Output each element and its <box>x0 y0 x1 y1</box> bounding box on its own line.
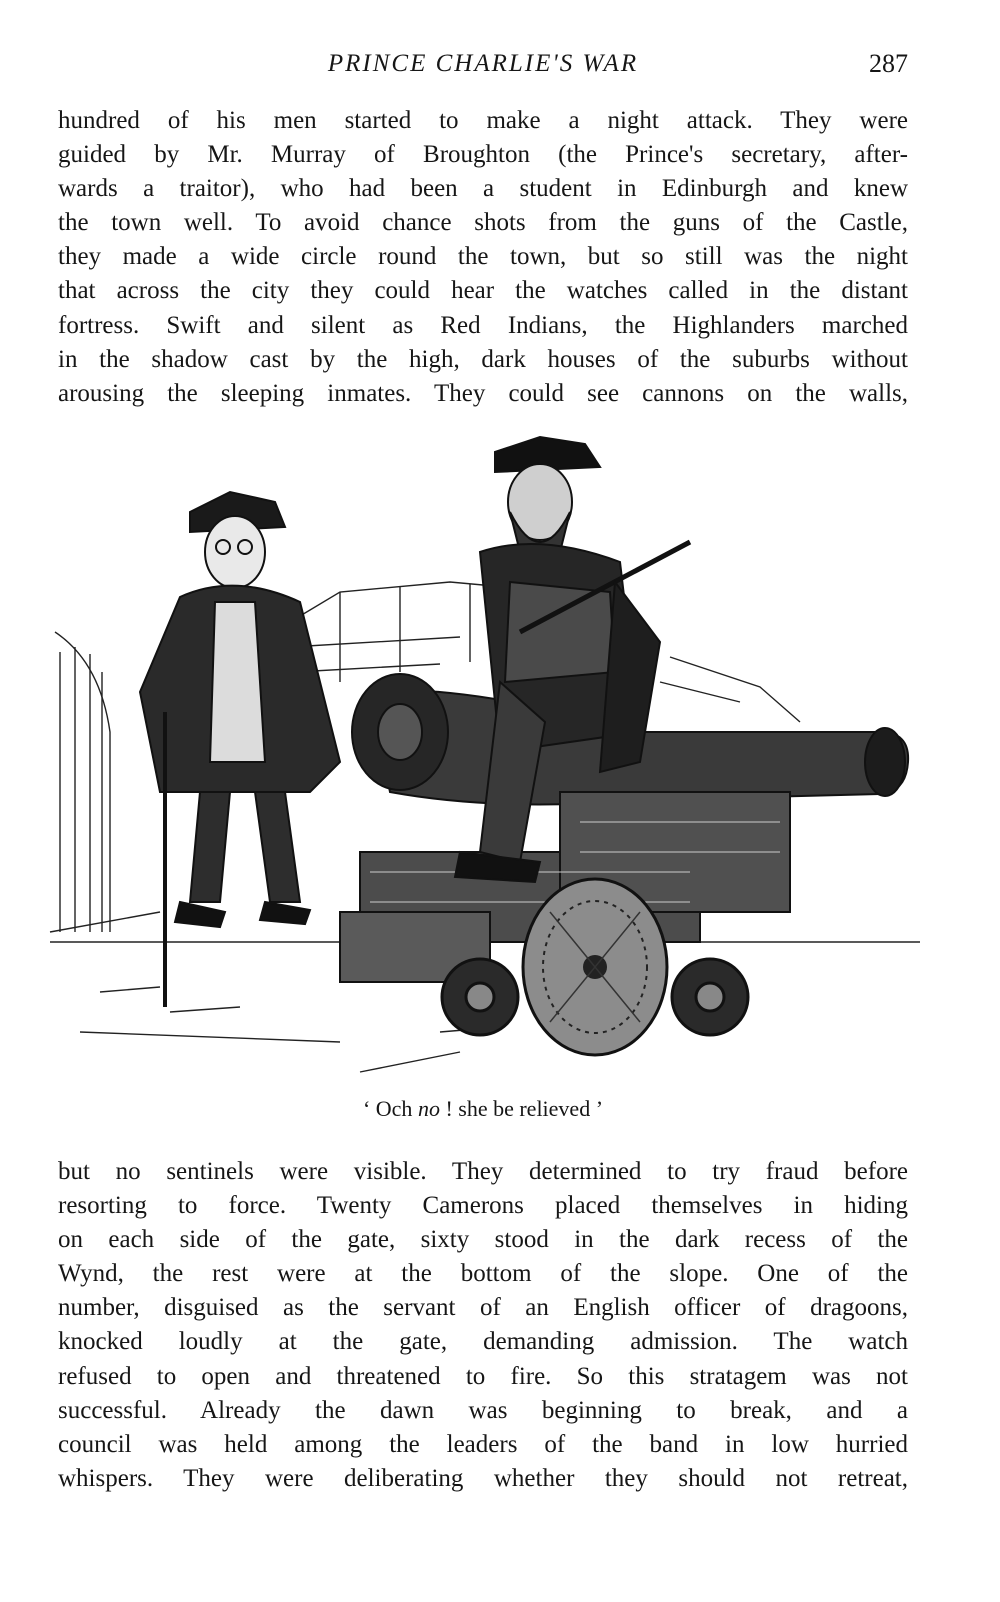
paragraph-bottom <box>58 1155 908 1496</box>
running-title: PRINCE CHARLIE'S WAR <box>327 50 639 77</box>
targe-shield <box>523 879 667 1055</box>
text-line: number, disguised as the servant of an English officer of dragoons, <box>58 1294 908 1322</box>
text-line: that across the city they could hear the watches called in the distant <box>58 277 908 305</box>
text-line: refused to open and threatened to fire. So this stratagem was not <box>58 1362 908 1390</box>
text-line: successful. Already the dawn was beginning to break, and a <box>58 1396 908 1424</box>
text-line: whispers. They were deliberating whether they should not retreat, <box>58 1464 908 1492</box>
text-line: resorting to force. Twenty Camerons placed themselves in hiding <box>58 1192 908 1220</box>
text-line: knocked loudly at the gate, demanding admission. The watch <box>58 1328 908 1356</box>
figure-caption <box>58 1093 908 1125</box>
text-line: they made a wide circle round the town, but so still was the night <box>58 243 908 271</box>
caption-italic: no <box>417 1096 440 1121</box>
text-line: council was held among the leaders of the band in low hurried <box>58 1430 908 1458</box>
page-header <box>58 44 908 84</box>
text-line: fortress. Swift and silent as Red Indians, the Highlanders marched <box>58 311 908 339</box>
text-line: Wynd, the rest were at the bottom of the slope. One of the <box>58 1260 908 1288</box>
caption-close: ! she be relieved ’ <box>439 1096 604 1121</box>
text-line: arousing the sleeping inmates. They could see cannons on the walls, <box>58 379 908 407</box>
text-line: the town well. To avoid chance shots from the guns of the Castle, <box>58 209 908 237</box>
gentleman-figure <box>140 492 340 1007</box>
illustration <box>40 432 930 1082</box>
page-number: 287 <box>869 49 908 78</box>
text-line: but no sentinels were visible. They determined to try fraud before <box>58 1158 908 1185</box>
text-line: wards a traitor), who had been a student in Edinburgh and knew <box>58 175 908 203</box>
text-line: in the shadow cast by the high, dark houses of the suburbs without <box>58 345 908 373</box>
text-line: guided by Mr. Murray of Broughton (the Prince's secretary, after- <box>58 141 908 169</box>
text-line: on each side of the gate, sixty stood in the dark recess of the <box>58 1226 908 1254</box>
paragraph-top <box>58 104 908 411</box>
caption-open: ‘ Och <box>362 1096 418 1121</box>
text-line: hundred of his men started to make a night attack. They were <box>58 107 908 134</box>
illustration-engraving <box>40 432 930 1082</box>
